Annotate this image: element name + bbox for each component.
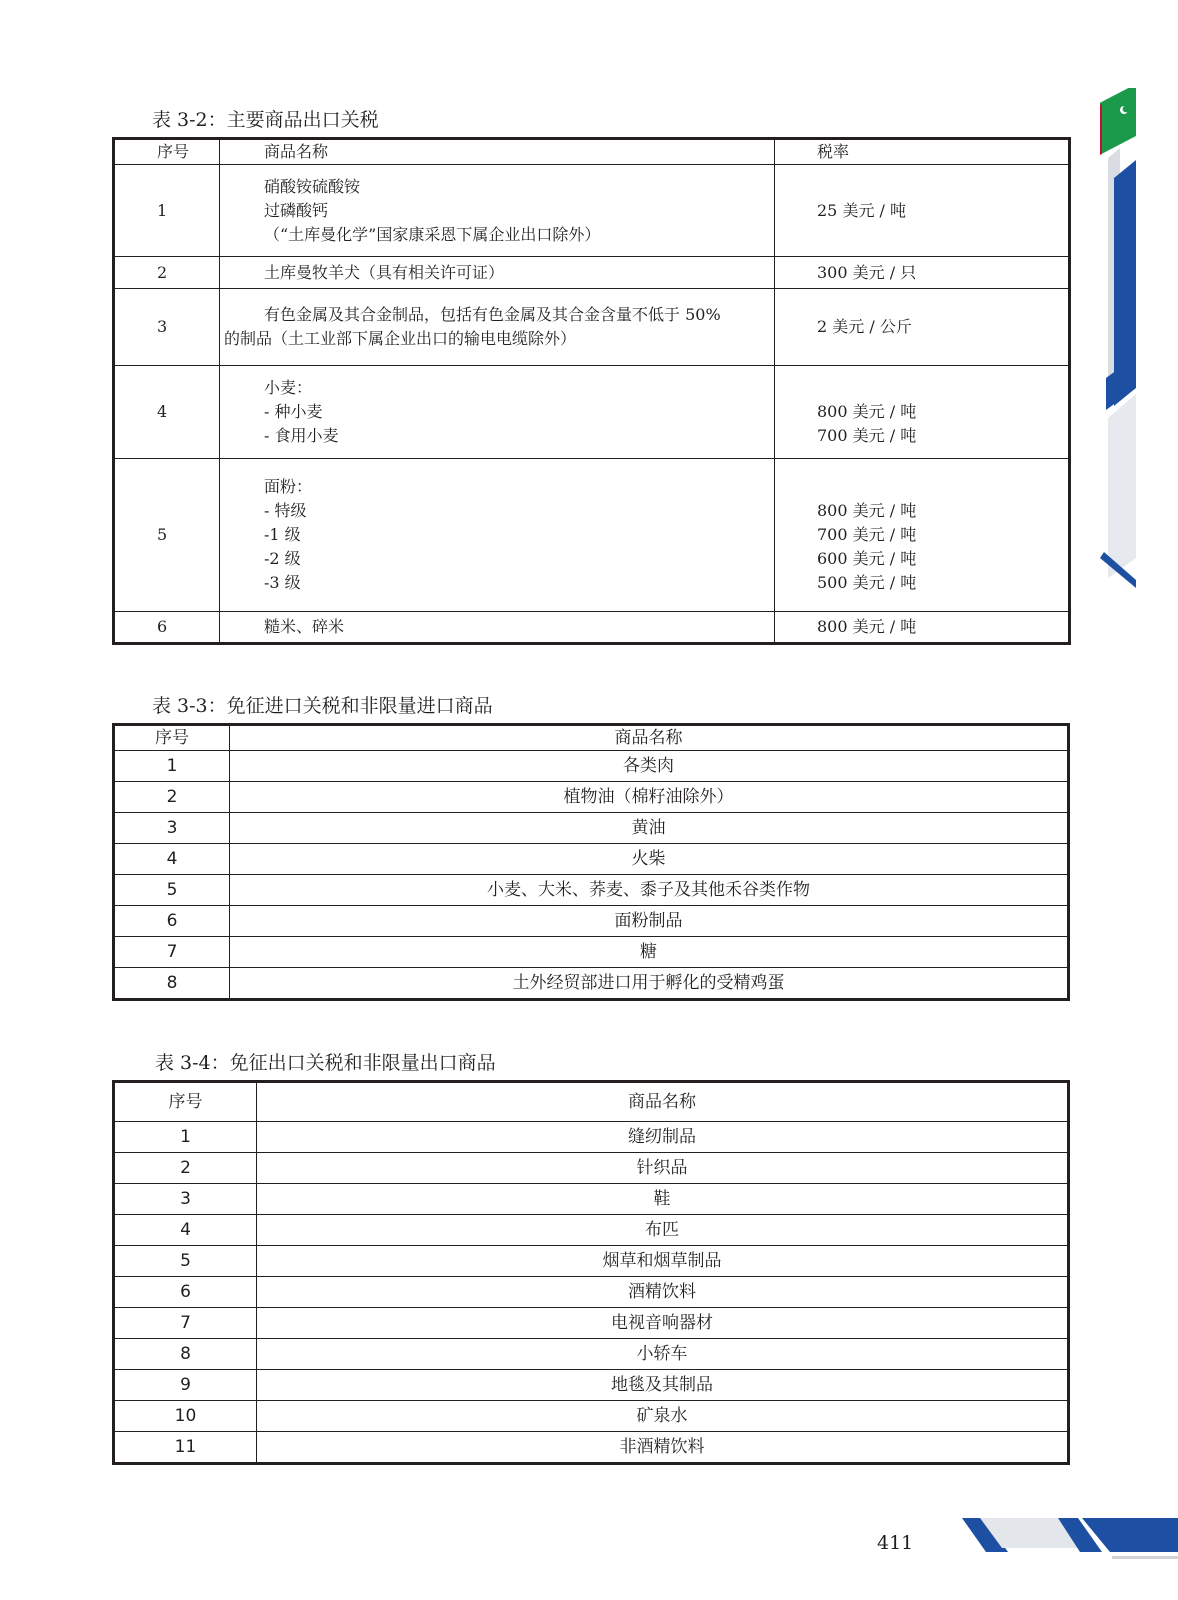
row-num: 10: [114, 1401, 257, 1432]
row-name: 矿泉水: [257, 1401, 1069, 1432]
turkmenistan-flag-icon: [1100, 88, 1136, 160]
table-row: [114, 1277, 1069, 1308]
row-num: 8: [114, 1339, 257, 1370]
row-num: 1: [114, 1122, 257, 1153]
table-row: [114, 1184, 1069, 1215]
row-name: 火柴: [230, 844, 1069, 875]
name-line: -2 级: [264, 549, 301, 568]
table-row: [114, 1401, 1069, 1432]
row-name: 酒精饮料: [257, 1277, 1069, 1308]
table-row: [114, 1122, 1069, 1153]
row-num: 4: [114, 366, 220, 459]
row-num: 5: [114, 459, 220, 612]
row-num: 3: [114, 813, 230, 844]
table-row: [114, 1339, 1069, 1370]
row-num: 6: [114, 906, 230, 937]
row-num: 4: [114, 1215, 257, 1246]
name-line: 过磷酸钙: [264, 200, 329, 220]
table-caption: 表 3-2：主要商品出口关税: [152, 109, 379, 131]
row-num: 7: [114, 937, 230, 968]
table-header-row: [114, 139, 1070, 165]
table-row: [114, 937, 1069, 968]
rate-line: 800 美元 / 吨: [817, 501, 917, 520]
name-line: -3 级: [264, 573, 301, 592]
header-name: 商品名称: [257, 1082, 1069, 1122]
name-line: 有色金属及其合金制品，包括有色金属及其合金含量不低于 50%: [264, 305, 721, 324]
row-num: 9: [114, 1370, 257, 1401]
row-name: 缝纫制品: [257, 1122, 1069, 1153]
import-exempt-table: [112, 723, 1070, 1001]
row-name: 烟草和烟草制品: [257, 1246, 1069, 1277]
name-line: 硝酸铵硫酸铵: [264, 176, 361, 196]
table-row: [114, 289, 1070, 366]
name-line: 小麦：: [264, 378, 313, 397]
side-decoration: [1100, 88, 1178, 608]
row-name: 糙米、碎米: [220, 612, 775, 644]
table-row: [114, 1370, 1069, 1401]
row-num: 7: [114, 1308, 257, 1339]
row-num: 5: [114, 1246, 257, 1277]
row-num: 5: [114, 875, 230, 906]
table-row: [114, 1246, 1069, 1277]
row-rate: 25 美元 / 吨: [775, 165, 1070, 257]
row-num: 1: [114, 751, 230, 782]
header-num: 序号: [114, 1082, 257, 1122]
row-rate: 800 美元 / 吨: [775, 612, 1070, 644]
bottom-decoration: [962, 1518, 1178, 1578]
row-name: 土外经贸部进口用于孵化的受精鸡蛋: [230, 968, 1069, 1000]
table-row: [114, 782, 1069, 813]
table-row: [114, 813, 1069, 844]
header-num: 序号: [114, 139, 220, 165]
row-name: 鞋: [257, 1184, 1069, 1215]
table-row: [114, 875, 1069, 906]
row-name: 面粉制品: [230, 906, 1069, 937]
row-name: 电视音响器材: [257, 1308, 1069, 1339]
table-header-row: [114, 1082, 1069, 1122]
header-name: 商品名称: [220, 139, 775, 165]
row-name: 布匹: [257, 1215, 1069, 1246]
row-name: [220, 366, 775, 459]
table-header-row: [114, 725, 1069, 751]
table-row: [114, 165, 1070, 257]
row-name: 土库曼牧羊犬（具有相关许可证）: [220, 257, 775, 289]
row-name: 糖: [230, 937, 1069, 968]
row-name: [220, 459, 775, 612]
row-name: 小轿车: [257, 1339, 1069, 1370]
table-row: [114, 612, 1070, 644]
row-name: 非酒精饮料: [257, 1432, 1069, 1464]
row-rate: [775, 459, 1070, 612]
row-num: 2: [114, 1153, 257, 1184]
row-name: [220, 289, 775, 366]
row-rate: [775, 366, 1070, 459]
row-num: 2: [114, 257, 220, 289]
row-num: 1: [114, 165, 220, 257]
table-row: [114, 751, 1069, 782]
row-num: 8: [114, 968, 230, 1000]
row-rate: 300 美元 / 只: [775, 257, 1070, 289]
row-num: 6: [114, 612, 220, 644]
name-line: 的制品（土工业部下属企业出口的输电电缆除外）: [224, 329, 577, 348]
table-row: [114, 1153, 1069, 1184]
table-row: [114, 366, 1070, 459]
export-tariff-table: [112, 137, 1071, 645]
row-name: 小麦、大米、荞麦、黍子及其他禾谷类作物: [230, 875, 1069, 906]
rate-line: 700 美元 / 吨: [817, 426, 917, 445]
table-caption: 表 3-4：免征出口关税和非限量出口商品: [155, 1052, 496, 1074]
table-row: [114, 1215, 1069, 1246]
table-row: [114, 257, 1070, 289]
row-num: 2: [114, 782, 230, 813]
row-name: 黄油: [230, 813, 1069, 844]
row-name: [220, 165, 775, 257]
name-line: - 食用小麦: [264, 426, 339, 445]
row-num: 3: [114, 289, 220, 366]
name-line: - 种小麦: [264, 402, 323, 421]
name-line: （“土库曼化学”国家康采恩下属企业出口除外）: [264, 224, 601, 244]
rate-line: 600 美元 / 吨: [817, 549, 917, 568]
row-name: 地毯及其制品: [257, 1370, 1069, 1401]
rate-line: 700 美元 / 吨: [817, 525, 917, 544]
table-row: [114, 968, 1069, 1000]
rate-line: 500 美元 / 吨: [817, 573, 917, 592]
row-name: 各类肉: [230, 751, 1069, 782]
page-number: 411: [877, 1532, 914, 1554]
row-num: 6: [114, 1277, 257, 1308]
export-exempt-table: [112, 1080, 1070, 1465]
row-name: 植物油（棉籽油除外）: [230, 782, 1069, 813]
row-num: 11: [114, 1432, 257, 1464]
header-name: 商品名称: [230, 725, 1069, 751]
name-line: - 特级: [264, 501, 307, 520]
table-row: [114, 459, 1070, 612]
row-num: 4: [114, 844, 230, 875]
table-row: [114, 906, 1069, 937]
header-rate: 税率: [775, 139, 1070, 165]
table-caption: 表 3-3：免征进口关税和非限量进口商品: [152, 695, 493, 717]
row-name: 针织品: [257, 1153, 1069, 1184]
table-row: [114, 844, 1069, 875]
name-line: 面粉：: [264, 477, 313, 496]
header-num: 序号: [114, 725, 230, 751]
name-line: -1 级: [264, 525, 301, 544]
row-rate: 2 美元 / 公斤: [775, 289, 1070, 366]
rate-line: 800 美元 / 吨: [817, 402, 917, 421]
table-row: [114, 1308, 1069, 1339]
row-num: 3: [114, 1184, 257, 1215]
table-row: [114, 1432, 1069, 1464]
